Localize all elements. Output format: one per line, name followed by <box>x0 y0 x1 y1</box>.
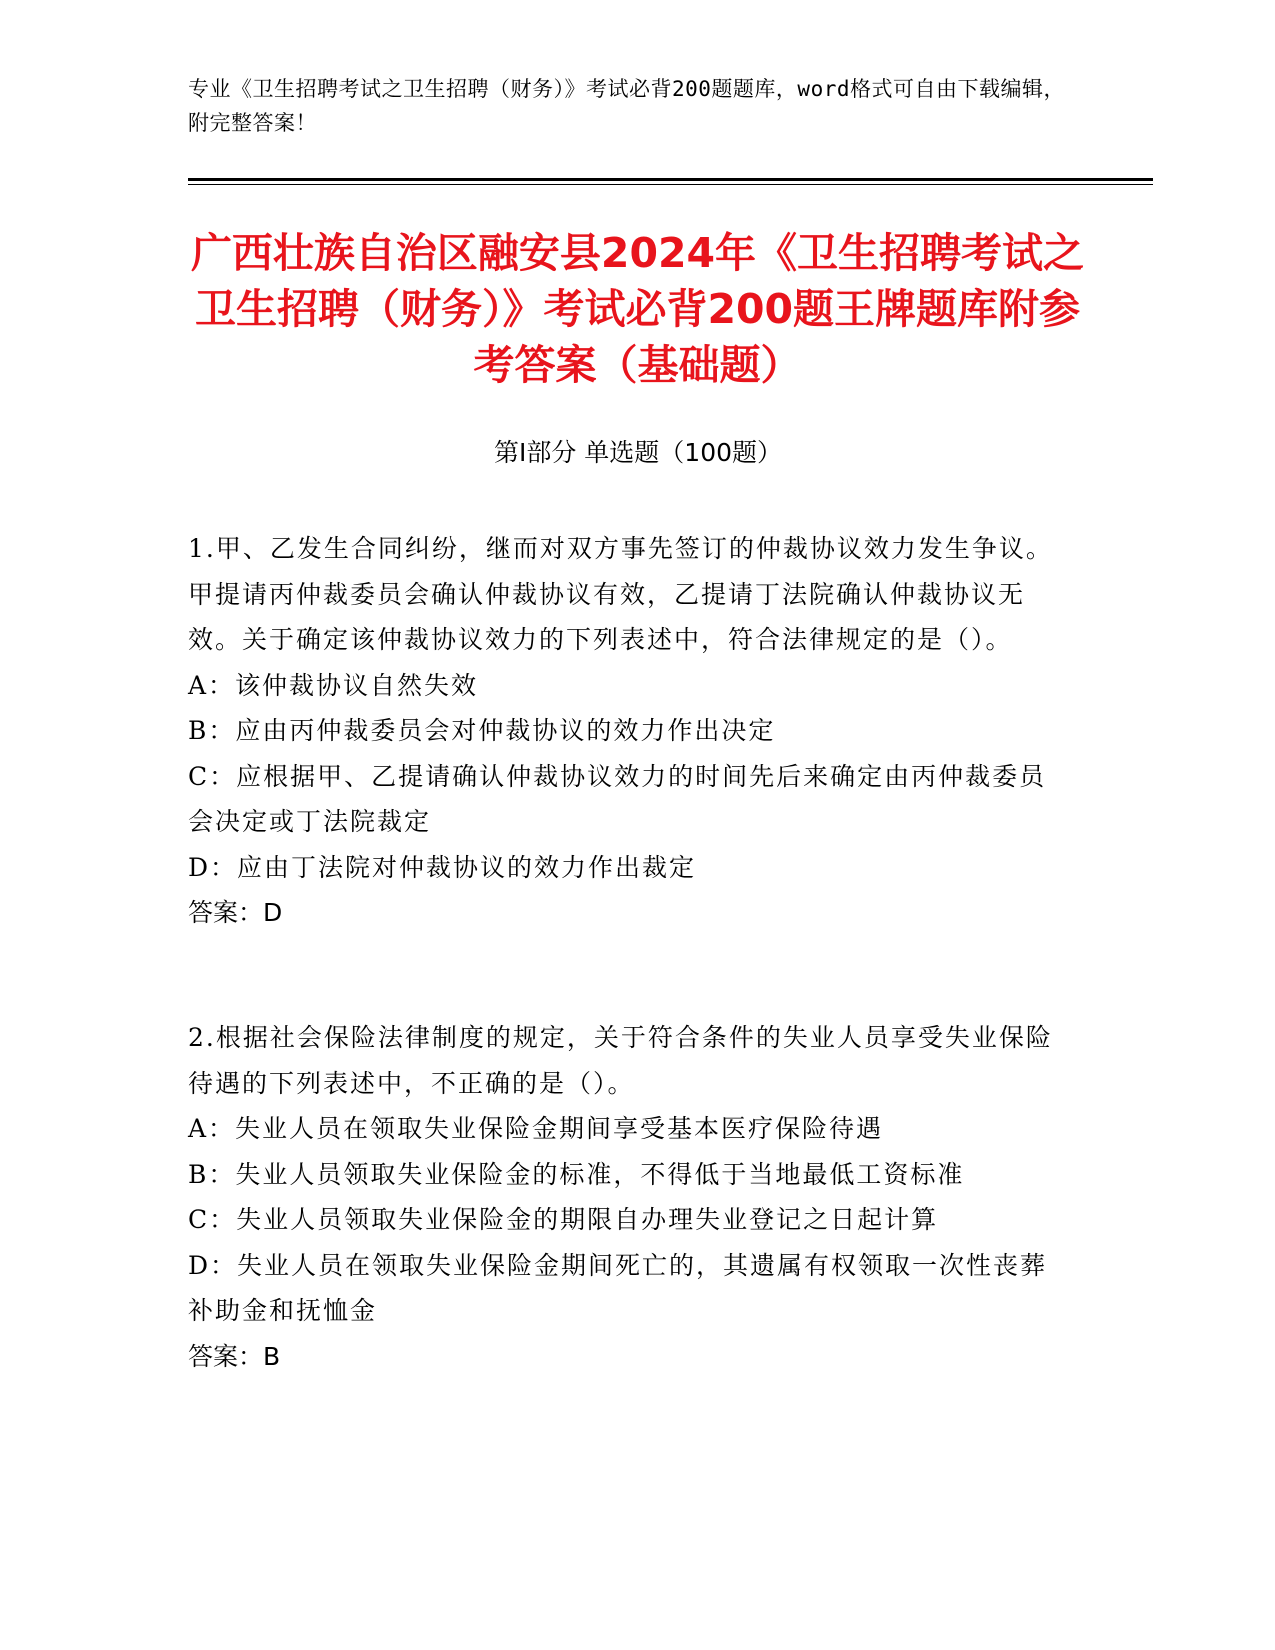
question-stem: 1.甲、乙发生合同纠纷，继而对双方事先签订的仲裁协议效力发生争议。甲提请丙仲裁委员会确认仲裁协议有效，乙提请丁法院确认仲裁协议无效。关于确定该仲裁协议效力的下列表述中，符合法律规定的是（）。 <box>188 534 1053 654</box>
option-b: B：失业人员领取失业保险金的标准，不得低于当地最低工资标准 <box>188 1159 965 1189</box>
option-d: D：失业人员在领取失业保险金期间死亡的，其遗属有权领取一次性丧葬补助金和抚恤金 <box>188 1250 1048 1325</box>
header-divider-thin <box>188 184 1153 185</box>
option-a: A：失业人员在领取失业保险金期间享受基本医疗保险待遇 <box>188 1114 884 1143</box>
question-block <box>188 1015 1068 1379</box>
answer-line: 答案：B <box>188 1341 281 1371</box>
option-d: D：应由丁法院对仲裁协议的效力作出裁定 <box>188 852 697 882</box>
answer-line: 答案：D <box>188 898 283 927</box>
option-b: B：应由丙仲裁委员会对仲裁协议的效力作出决定 <box>188 716 776 745</box>
question-block <box>188 526 1068 936</box>
document-title: 广西壮族自治区融安县2024年《卫生招聘考试之卫生招聘（财务）》考试必背200题王牌题库附参考答案（基础题） <box>190 229 1085 389</box>
section-heading: 第I部分 单选题（100题） <box>493 438 783 467</box>
option-c: C：应根据甲、乙提请确认仲裁协议效力的时间先后来确定由丙仲裁委员会决定或丁法院裁定 <box>188 761 1047 836</box>
option-c: C：失业人员领取失业保险金的期限自办理失业登记之日起计算 <box>188 1205 939 1234</box>
header-divider-thick <box>188 178 1153 181</box>
header-note: 专业《卫生招聘考试之卫生招聘（财务）》考试必背200题题库，word格式可自由下载编辑，附完整答案！ <box>188 77 1065 135</box>
option-a: A：该仲裁协议自然失效 <box>188 670 479 700</box>
question-stem: 2.根据社会保险法律制度的规定，关于符合条件的失业人员享受失业保险待遇的下列表述中，不正确的是（）。 <box>188 1023 1053 1098</box>
